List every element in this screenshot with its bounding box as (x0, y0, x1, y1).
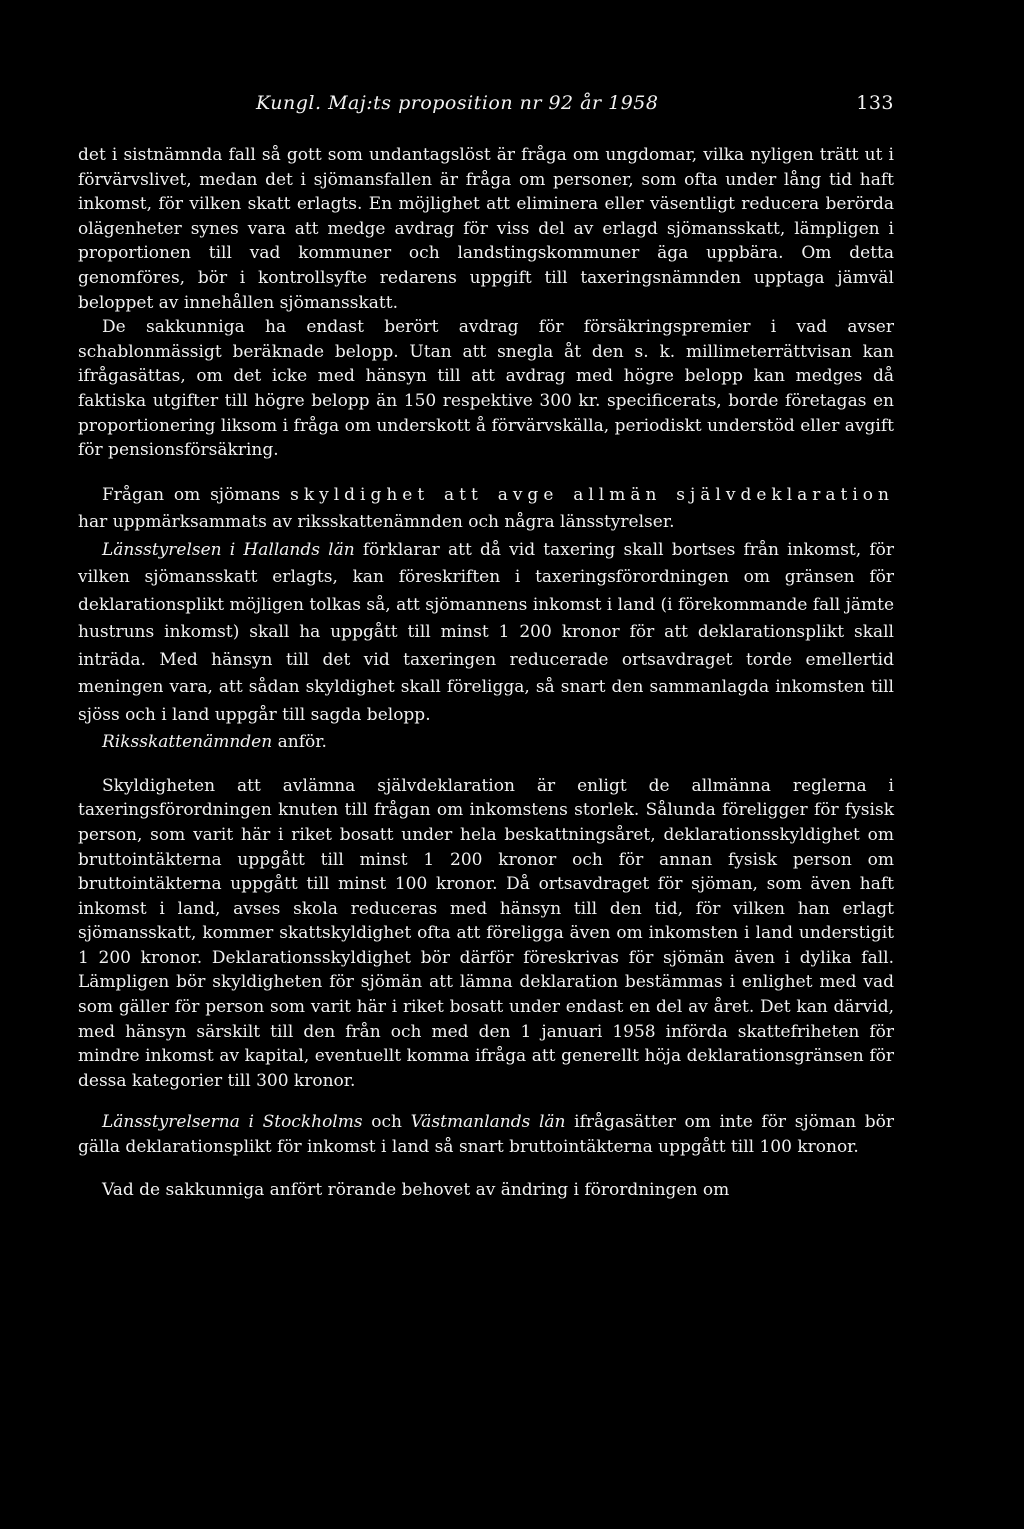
authority-name: Länsstyrelserna i Stockholms (102, 1112, 363, 1133)
paragraph (78, 729, 894, 757)
paragraph-text: ifrågasätter om inte för sjöman bör gälla deklarationsplikt för inkomst i land så snart bruttointäkterna uppgått till 100 kronor. (78, 1112, 895, 1158)
paragraph-text: har uppmärksammats av riksskattenämnden och några länsstyrelser. (78, 512, 675, 533)
paragraph (78, 482, 894, 537)
page-header (78, 92, 894, 122)
paragraph: det i sistnämnda fall så gott som undantagslöst är fråga om ungdomar, vilka nyligen trätt ut i förvärvslivet, medan det i sjömansfallen är fråga om personer, som ofta under lång tid haft inkomst, för vilken skatt erlagts. En möjlighet att eliminera eller väsentligt reducera berörda olägenheter synes vara att medge avdrag för viss del av erlagd sjömansskatt, lämpligen i proportionen till vad kommuner och landstingskommuner äga uppbära. Om detta genomföres, bör i kontrollsyfte redarens uppgift till taxeringsnämnden upptaga jämväl beloppet av innehållen sjömansskatt. (78, 145, 894, 313)
paragraph (78, 537, 894, 730)
paragraph (78, 1110, 894, 1159)
authority-name: Riksskattenämnden (102, 732, 273, 753)
spaced-emphasis: skyldighet att avge allmän självdeklaration (290, 484, 894, 505)
paragraph: De sakkunniga ha endast berört avdrag för försäkringspremier i vad avser schablonmässigt beräknade belopp. Utan att snegla åt den s. k. millimeterrättvisan kan ifrågasättas, om det icke med hänsyn till att avdrag med högre belopp kan medges då faktiska utgifter till högre belopp än 150 respektive 300 kr. specificerats, borde företagas en proportionering liksom i fråga om underskott å förvärvskälla, periodiskt understöd eller avgift för pensionsförsäkring. (78, 317, 894, 461)
running-title: Kungl. Maj:ts proposition nr 92 år 1958 (256, 92, 659, 114)
paragraph: Skyldigheten att avlämna självdeklaration är enligt de allmänna reglerna i taxeringsförordningen knuten till frågan om inkomstens storlek. Sålunda föreligger för fysisk person, som varit här i riket bosatt under hela beskattningsåret, deklarationsskyldighet om bruttointäkterna uppgått till minst 1 200 kronor och för annan fysisk person om bruttointäkterna uppgått till minst 100 kronor. Då ortsavdraget för sjöman, som även haft inkomst i land, avses skola reduceras med hänsyn till den tid, för vilken han erlagt sjömansskatt, kommer skattskyldighet ofta att föreligga även om inkomsten i land understigit 1 200 kronor. Deklarationsskyldighet bör därför föreskrivas för sjömän även i dylika fall. Lämpligen bör skyldigheten för sjömän att lämna deklaration bestämmas i enlighet med vad som gäller för person som varit här i riket bosatt under endast en del av året. Det kan därvid, med hänsyn särskilt till den från och med den 1 januari 1958 införda skattefriheten för mindre inkomst av kapital, eventuellt komma ifråga att generellt höja deklarationsgränsen för dessa kategorier till 300 kronor. (78, 775, 894, 1091)
paragraph-text: anför. (277, 732, 327, 753)
paragraph-text: och (371, 1112, 402, 1133)
page-number: 133 (856, 92, 894, 114)
authority-name: Länsstyrelsen i Hallands län (102, 539, 355, 560)
body-text (78, 143, 894, 1202)
paragraph-text: förklarar att då vid taxering skall bortses från inkomst, för vilken sjömansskatt erlagts, kan föreskriften i taxeringsförordningen om gränsen för deklarationsplikt möjligen tolkas så, att sjömannens inkomst i land (i förekommande fall jämte hustruns inkomst) skall ha uppgått till minst 1 200 kronor för att deklarationsplikt skall inträda. Med hänsyn till det vid taxeringen reducerade ortsavdraget torde emellertid meningen vara, att sådan skyldighet skall föreligga, så snart den sammanlagda inkomsten till sjöss och i land uppgår till sagda belopp. (78, 539, 895, 725)
authority-name: Västmanlands län (410, 1112, 566, 1133)
paragraph-text: Frågan om sjömans (102, 484, 281, 505)
paragraph: Vad de sakkunniga anfört rörande behovet av ändring i förordningen om (102, 1179, 730, 1200)
